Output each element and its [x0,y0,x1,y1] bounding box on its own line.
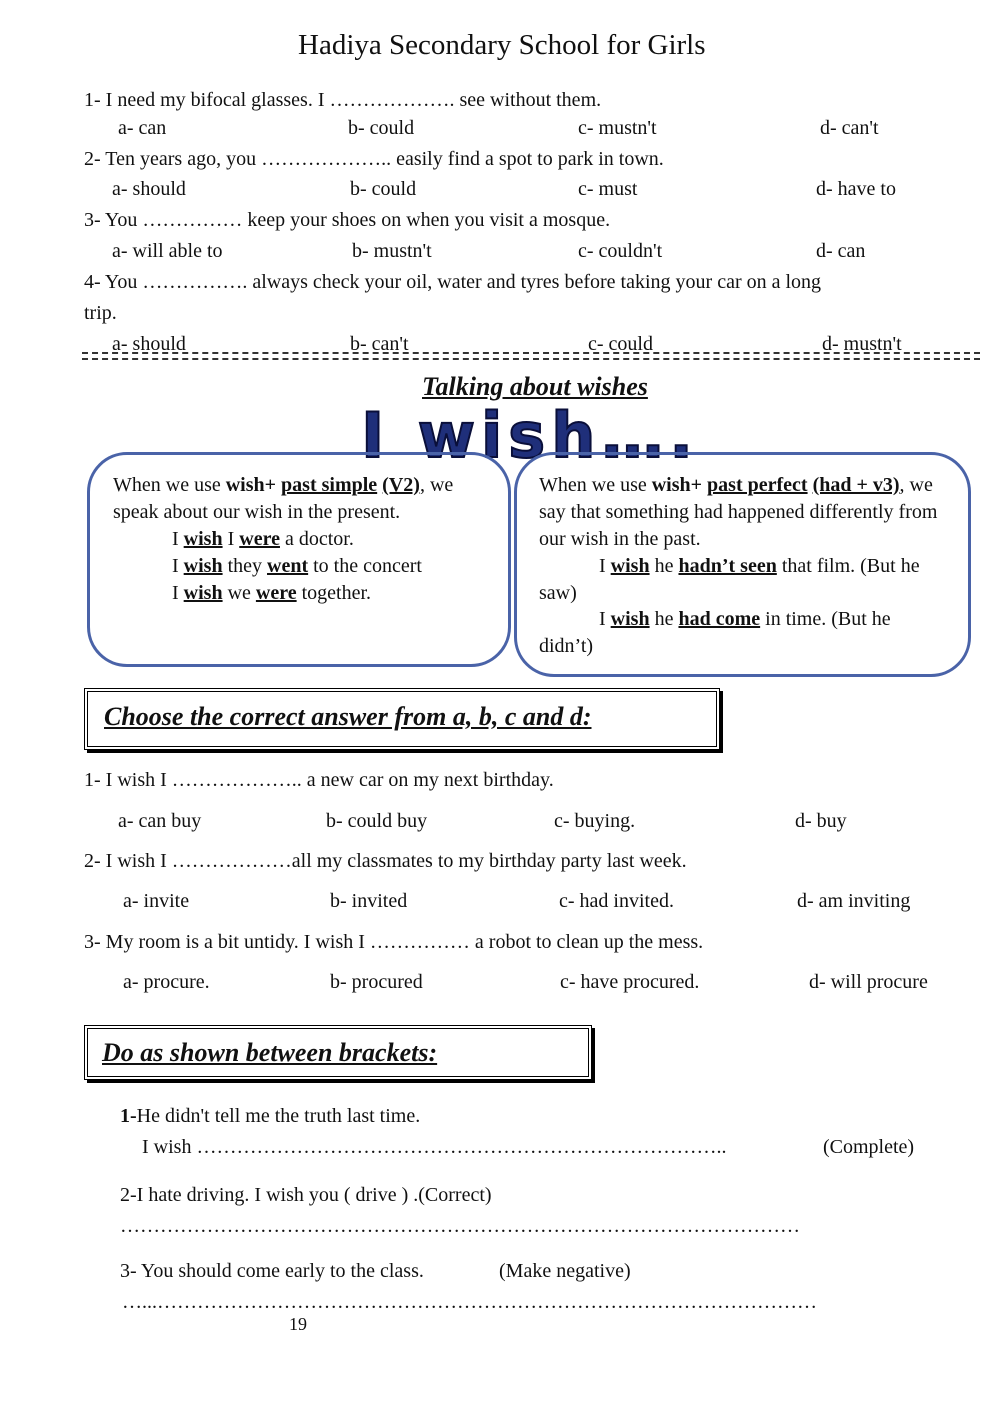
modal-q3-option-c[interactable]: c- couldn't [578,240,663,262]
choose-q1-option-a[interactable]: a- can buy [118,810,202,832]
brackets-q1 [120,1104,420,1128]
choose-q3-option-a[interactable]: a- procure. [123,971,210,993]
choose-q2-text: 2- I wish I ………………all my classmates to my birthday party last week. [84,850,687,872]
i-wish-banner-text: I wish…. [361,405,699,460]
brackets-q3-answer-line[interactable]: …...……………………………………………………………………………………… [122,1291,817,1313]
choose-q1-option-d[interactable]: d- buy [795,810,847,832]
brackets-q2-text: 2-I hate driving. I wish you ( drive ) .(Correct) [120,1184,492,1206]
past-wish-explanation: When we use wish+ past perfect (had + v3), we say that something had happened differently from our wish in the past. [539,474,938,550]
brackets-q1-hint: (Complete) [823,1136,915,1158]
brackets-section-title: Do as shown between brackets: [102,1038,438,1067]
choose-q3-option-d[interactable]: d- will procure [809,971,928,993]
choose-q2-option-d[interactable]: d- am inviting [797,890,911,912]
section-divider [82,352,980,360]
present-wish-explanation: When we use wish+ past simple (V2), we speak about our wish in the present. [113,474,454,523]
modal-q2-option-c[interactable]: c- must [578,178,638,200]
brackets-q2-answer-line[interactable]: ………………………………………………………………………………………… [120,1215,800,1237]
modal-q1-option-c[interactable]: c- mustn't [578,117,657,139]
modal-q4-option-c[interactable]: c- could [588,333,653,355]
brackets-q3-hint: (Make negative) [499,1260,631,1282]
modal-q3-option-a[interactable]: a- will able to [112,240,223,262]
modal-q3-option-b[interactable]: b- mustn't [352,240,432,262]
page-number: 19 [289,1314,307,1334]
present-example-2: I wish they went to the concert [172,555,422,577]
modal-q2-option-a[interactable]: a- should [112,178,186,200]
brackets-q1-number: 1- [120,1105,137,1127]
wishes-heading: Talking about wishes [422,372,648,401]
modal-q2-option-d[interactable]: d- have to [816,178,896,200]
choose-q1-text: 1- I wish I ……………….. a new car on my next birthday. [84,769,554,791]
choose-q2-option-b[interactable]: b- invited [330,890,408,912]
choose-q3-option-b[interactable]: b- procured [330,971,423,993]
choose-q2-option-c[interactable]: c- had invited. [559,890,674,912]
choose-q1-option-c[interactable]: c- buying. [554,810,636,832]
choose-q3-text: 3- My room is a bit untidy. I wish I …………… a robot to clean up the mess. [84,931,704,953]
modal-q4-option-b[interactable]: b- can't [350,333,409,355]
choose-q1-option-b[interactable]: b- could buy [326,810,428,832]
present-example-3: I wish we were together. [172,582,372,604]
modal-q3-option-d[interactable]: d- can [816,240,866,262]
modal-q4-option-d[interactable]: d- mustn't [822,333,902,355]
modal-q4-option-a[interactable]: a- should [112,333,186,355]
modal-q3-text: 3- You …………… keep your shoes on when you visit a mosque. [84,209,611,231]
modal-q4-text-cont: trip. [84,302,117,324]
brackets-q1-text: He didn't tell me the truth last time. [136,1105,421,1127]
choose-section-title: Choose the correct answer from a, b, c and d: [104,702,592,731]
brackets-q1-answer-line[interactable]: I wish …………………………………………………………………….. [142,1136,727,1158]
choose-q3-option-c[interactable]: c- have procured. [560,971,700,993]
past-example-2: I wish he had come in time. (But he didn’t) [539,608,891,657]
modal-q4-text: 4- You ……………. always check your oil, water and tyres before taking your car on a long [84,271,822,293]
modal-q1-option-a[interactable]: a- can [118,117,167,139]
present-example-1: I wish I were a doctor. [172,528,354,550]
modal-q2-text: 2- Ten years ago, you ……………….. easily find a spot to park in town. [84,148,664,170]
past-example-1: I wish he hadn’t seen that film. (But he saw) [539,555,920,604]
modal-q1-option-d[interactable]: d- can't [820,117,879,139]
modal-q1-text: 1- I need my bifocal glasses. I ………………. see without them. [84,89,602,111]
school-title: Hadiya Secondary School for Girls [298,29,706,61]
choose-q2-option-a[interactable]: a- invite [123,890,190,912]
brackets-q3-text: 3- You should come early to the class. [120,1260,424,1282]
modal-q1-option-b[interactable]: b- could [348,117,415,139]
modal-q2-option-b[interactable]: b- could [350,178,417,200]
